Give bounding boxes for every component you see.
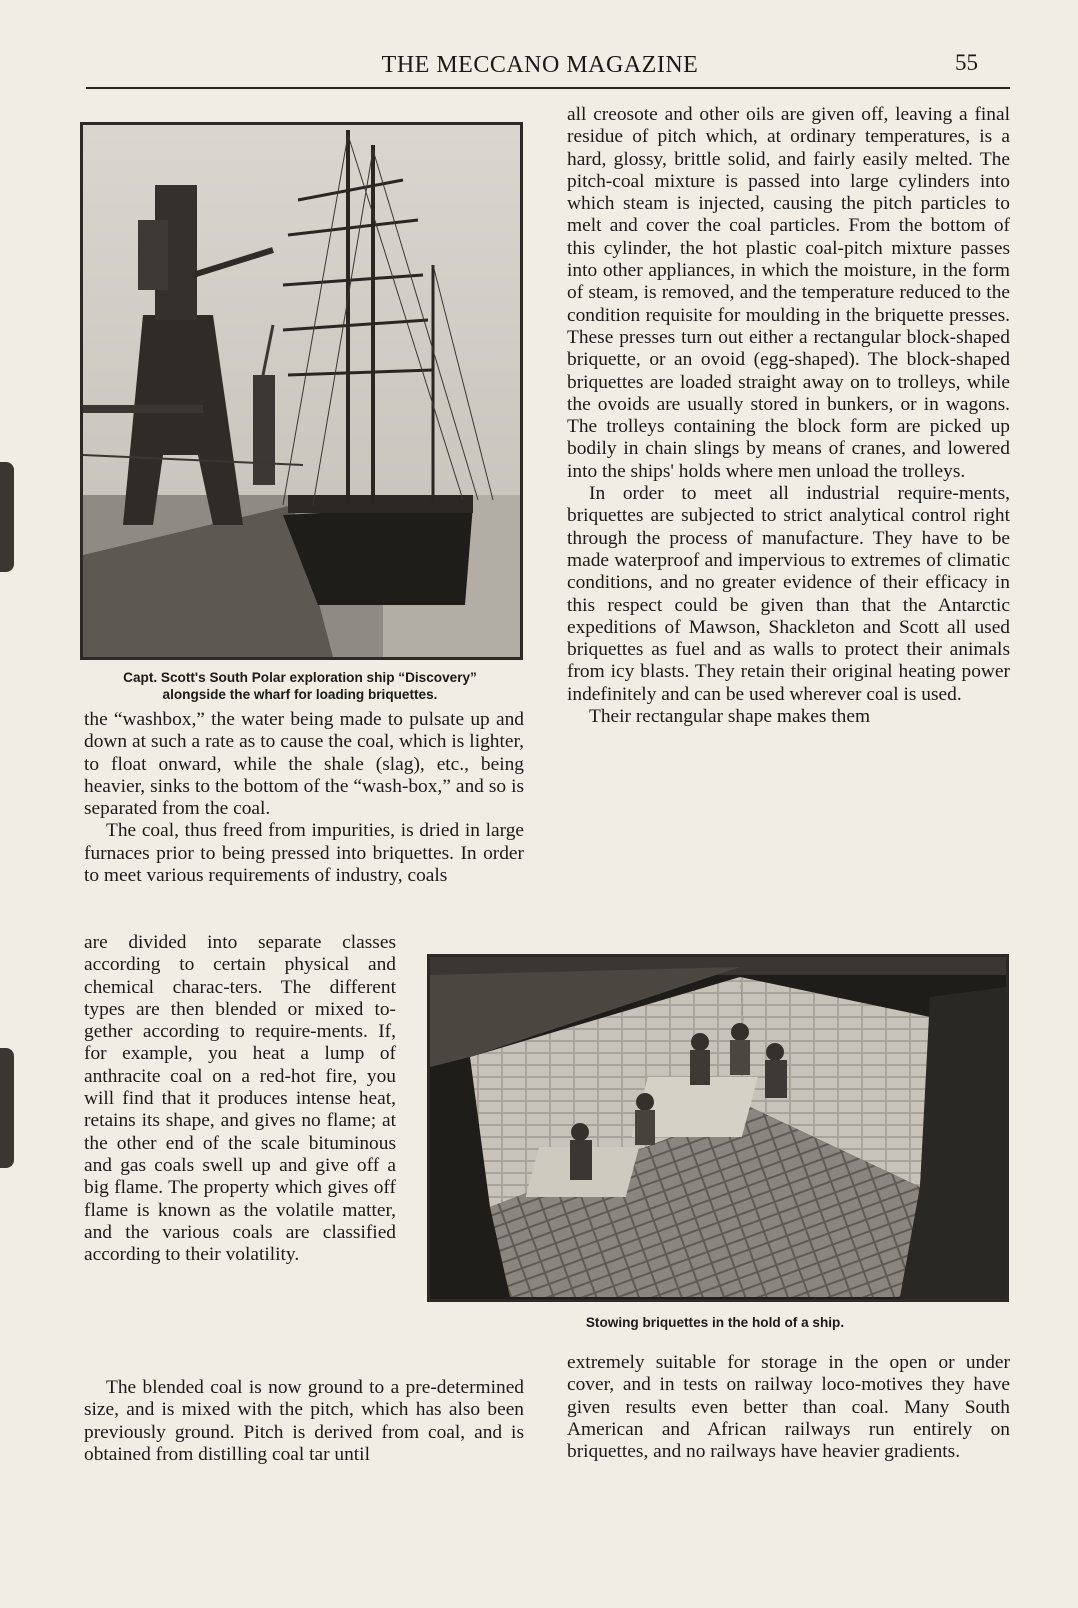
discovery-ship-photo [80, 122, 523, 660]
left-column-bottom [84, 1377, 524, 1466]
paragraph: In order to meet all industrial require-ments, briquettes are subjected to strict analytical control right through the process of manufacture. They have to be made waterproof and impervious to extremes of climatic conditions, and no greater evidence of their efficacy in this respect could be given than that the Antarctic expeditions of Mawson, Shackleton and Scott all used briquettes as fuel and as walls to protect their animals from icy blasts. They retain their original heating power indefinitely and can be used wherever coal is used. [567, 483, 1010, 705]
right-column-top [567, 104, 1010, 728]
caption-line-1: Capt. Scott's South Polar exploration ship “Discovery” [123, 670, 477, 685]
discovery-photo-caption [80, 669, 520, 703]
ship-hold-image [430, 957, 1006, 1299]
paragraph: all creosote and other oils are given off, leaving a final residue of pitch which, at ordinary temperatures, is a hard, glossy, brittle solid, and fairly easily melted. The pitch-coal mixture is passed into large cylinders into which steam is injected, causing the pitch particles to melt and cover the coal particles. From the bottom of this cylinder, the hot plastic coal-pitch mixture passes into other appliances, in which the moisture, in the form of steam, is removed, and the temperature reduced to the condition requisite for moulding in the briquette presses. These presses turn out either a rectangular block-shaped briquette, or an ovoid (egg-shaped). The block-shaped briquettes are loaded straight away on to trolleys, while the ovoids are usually stored in bunkers, or in wagons. The trolleys containing the block form are picked up bodily in chain slings by means of cranes, and lowered into the ships' holds where men unload the trolleys. [567, 104, 1010, 482]
paragraph: The coal, thus freed from impurities, is dried in large furnaces prior to being pressed into briquettes. In order to meet various requirements of industry, coals [84, 820, 524, 887]
header-rule [86, 87, 1010, 89]
discovery-ship-image [83, 125, 520, 657]
paragraph: the “washbox,” the water being made to pulsate up and down at such a rate as to cause the coal, which is lighter, to float onward, while the shale (slag), etc., being heavier, sinks to the bottom of the “wash-box,” and so is separated from the coal. [84, 709, 524, 820]
caption-line-2: alongside the wharf for loading briquettes. [162, 687, 438, 702]
stowing-photo-caption: Stowing briquettes in the hold of a ship. [585, 1315, 845, 1330]
binder-mark-top [0, 462, 14, 572]
left-column-top [84, 709, 524, 887]
left-column-narrow [84, 932, 396, 1266]
stowing-briquettes-photo [427, 954, 1009, 1302]
binder-mark-bottom [0, 1048, 14, 1168]
paragraph: The blended coal is now ground to a pre-determined size, and is mixed with the pitch, which has also been previously ground. Pitch is derived from coal, and is obtained from distilling coal tar until [84, 1377, 524, 1465]
right-column-bottom [567, 1352, 1010, 1463]
paragraph: extremely suitable for storage in the open or under cover, and in tests on railway loco-motives they have given results even better than coal. Many South American and African railways run entirely on briquettes, and no railways have heavier gradients. [567, 1352, 1010, 1463]
paragraph: Their rectangular shape makes them [589, 706, 871, 728]
magazine-title: THE MECCANO MAGAZINE [381, 52, 699, 78]
paragraph: are divided into separate classes according to certain physical and chemical charac-ters. The different types are then blended or mixed to-gether according to require-ments. If, for example, you heat a lump of anthracite coal on a red-hot fire, you will find that it produces intense heat, retains its shape, and gives no flame; at the other end of the scale bituminous and gas coals swell up and give off a big flame. The property which gives off flame is known as the volatile matter, and the various coals are classified according to their volatility. [84, 932, 396, 1266]
page-number: 55 [955, 50, 978, 75]
